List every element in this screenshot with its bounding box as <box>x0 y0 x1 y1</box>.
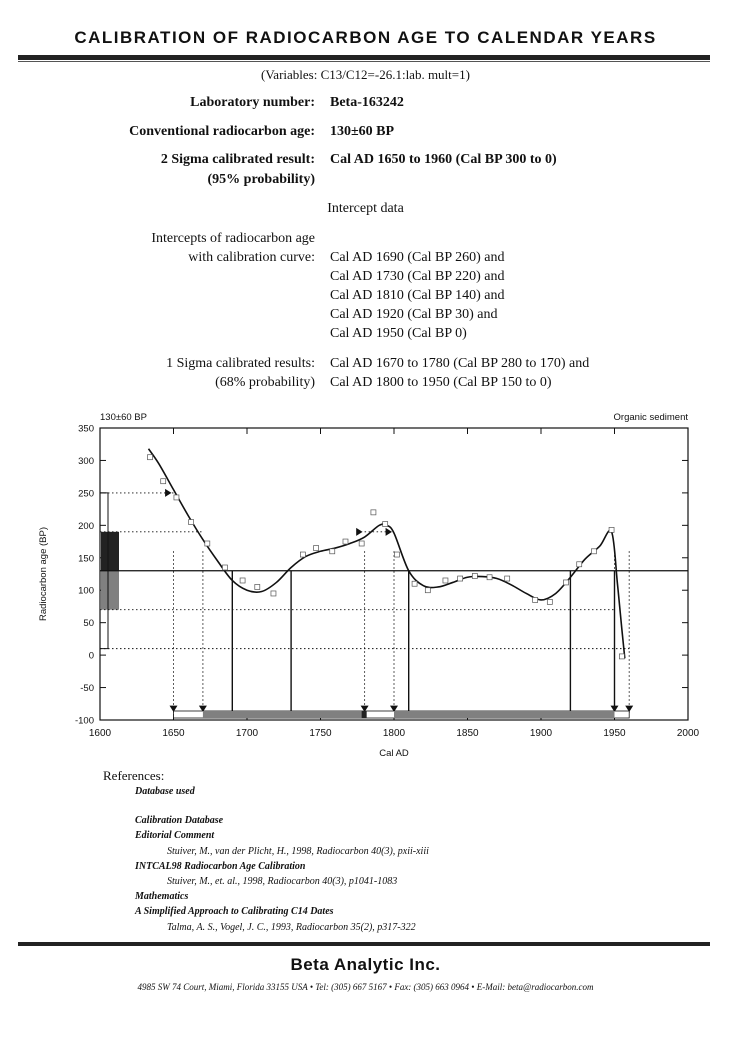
intercept-line: Cal AD 1810 (Cal BP 140) and <box>330 288 505 303</box>
one-sigma-prob: (68% probability) <box>215 375 315 390</box>
reference-heading: Database used <box>135 786 195 797</box>
company-name: Beta Analytic Inc. <box>290 955 441 974</box>
chart-top-left-label: 130±60 BP <box>100 412 147 423</box>
data-point <box>189 520 194 525</box>
data-point <box>371 510 376 515</box>
data-point <box>147 455 152 460</box>
data-point <box>222 565 227 570</box>
sigma-band-lower <box>101 571 119 610</box>
data-point <box>412 581 417 586</box>
y-tick-label: 150 <box>78 553 94 565</box>
y-tick-label: 100 <box>78 585 94 597</box>
y-tick-label: 0 <box>88 650 94 662</box>
arrow-icon <box>356 528 362 536</box>
two-sigma-value: Cal AD 1650 to 1960 (Cal BP 300 to 0) <box>330 152 557 167</box>
reference-heading: Mathematics <box>135 891 189 903</box>
y-tick-label: 200 <box>78 520 94 532</box>
data-point <box>255 584 260 589</box>
conv-age-value: 130±60 BP <box>330 124 395 139</box>
intercept-line: Cal AD 1920 (Cal BP 30) and <box>330 307 498 322</box>
data-point <box>487 575 492 580</box>
data-point <box>314 546 319 551</box>
reference-heading: Calibration Database <box>135 815 224 827</box>
sigma-band-upper <box>101 532 119 571</box>
one-sigma-range-bar <box>394 711 615 718</box>
range-marker <box>362 711 367 718</box>
data-point <box>205 541 210 546</box>
reference-citation: Stuiver, M., et. al., 1998, Radiocarbon 40(3), p1041-1083 <box>167 876 398 887</box>
data-point <box>619 654 624 659</box>
x-tick-label: 1600 <box>88 728 112 739</box>
x-tick-label: 1750 <box>309 728 332 739</box>
lab-number-label: Laboratory number: <box>190 95 315 110</box>
data-point <box>359 541 364 546</box>
conv-age-label: Conventional radiocarbon age: <box>129 124 315 139</box>
calibration-curve <box>149 449 625 659</box>
header-rule-thin <box>18 61 710 62</box>
one-sigma-value: Cal AD 1800 to 1950 (Cal BP 150 to 0) <box>330 375 552 390</box>
reference-citation: Stuiver, M., van der Plicht, H., 1998, Radiocarbon 40(3), pxii-xiii <box>167 845 429 857</box>
intercept-line: Cal AD 1950 (Cal BP 0) <box>330 326 467 341</box>
data-point <box>458 576 463 581</box>
x-tick-label: 1850 <box>456 728 479 739</box>
data-point <box>591 549 596 554</box>
header-rule <box>18 55 710 60</box>
data-point <box>343 539 348 544</box>
data-point <box>547 599 552 604</box>
y-tick-label: 250 <box>78 488 94 500</box>
data-point <box>300 552 305 557</box>
y-tick-label: 50 <box>83 618 94 630</box>
x-tick-label: 1950 <box>603 728 626 739</box>
y-tick-label: 300 <box>78 455 94 467</box>
data-point <box>161 479 166 484</box>
footer-rule <box>18 942 710 946</box>
arrow-icon <box>165 489 171 497</box>
company-address: 4985 SW 74 Court, Miami, Florida 33155 USA • Tel: (305) 667 5167 • Fax: (305) 663 0964 • E-Mail: beta@radiocarbon.com <box>137 982 594 992</box>
data-point <box>330 549 335 554</box>
data-point <box>443 578 448 583</box>
reference-heading: Editorial Comment <box>135 830 215 842</box>
references-heading: References: <box>103 768 165 783</box>
lab-number-value: Beta-163242 <box>330 95 404 110</box>
y-tick-label: 350 <box>78 423 94 435</box>
data-point <box>577 562 582 567</box>
x-tick-label: 1800 <box>382 728 406 739</box>
data-point <box>609 527 614 532</box>
data-point <box>425 588 430 593</box>
data-point <box>472 573 477 578</box>
x-axis-label: Cal AD <box>379 748 409 759</box>
page-title: CALIBRATION OF RADIOCARBON AGE TO CALENDAR YEARS <box>74 28 657 47</box>
one-sigma-value: Cal AD 1670 to 1780 (Cal BP 280 to 170) and <box>330 356 590 371</box>
data-point <box>563 580 568 585</box>
calibration-chart <box>0 400 731 770</box>
data-point <box>394 552 399 557</box>
x-tick-label: 1700 <box>235 728 259 739</box>
intercepts-label-2: with calibration curve: <box>188 250 315 265</box>
intercept-line: Cal AD 1730 (Cal BP 220) and <box>330 269 505 284</box>
x-tick-label: 2000 <box>676 728 700 739</box>
one-sigma-label: 1 Sigma calibrated results: <box>166 356 315 371</box>
y-tick-label: -100 <box>74 715 94 727</box>
two-sigma-label: 2 Sigma calibrated result: <box>160 152 315 167</box>
data-point <box>240 578 245 583</box>
one-sigma-range-bar <box>203 711 365 718</box>
intercept-line: Cal AD 1690 (Cal BP 260) and <box>330 250 505 265</box>
intercepts-label-1: Intercepts of radiocarbon age <box>151 231 315 246</box>
y-tick-label: -50 <box>80 683 94 695</box>
y-axis-label: Radiocarbon age (BP) <box>38 527 49 621</box>
reference-heading: INTCAL98 Radiocarbon Age Calibration <box>135 860 306 872</box>
reference-heading: A Simplified Approach to Calibrating C14 Dates <box>135 906 334 918</box>
reference-citation: Talma, A. S., Vogel, J. C., 1993, Radiocarbon 35(2), p317-322 <box>167 921 416 933</box>
chart-top-right-label: Organic sediment <box>613 412 688 423</box>
variables-line: (Variables: C13/C12=-26.1:lab. mult=1) <box>261 67 470 82</box>
data-point <box>505 576 510 581</box>
data-point <box>174 495 179 500</box>
two-sigma-prob: (95% probability) <box>207 172 315 187</box>
x-tick-label: 1650 <box>162 728 185 739</box>
data-point <box>533 597 538 602</box>
intercept-heading: Intercept data <box>327 201 404 216</box>
data-point <box>271 591 276 596</box>
data-point <box>383 522 388 527</box>
x-tick-label: 1900 <box>529 728 553 739</box>
